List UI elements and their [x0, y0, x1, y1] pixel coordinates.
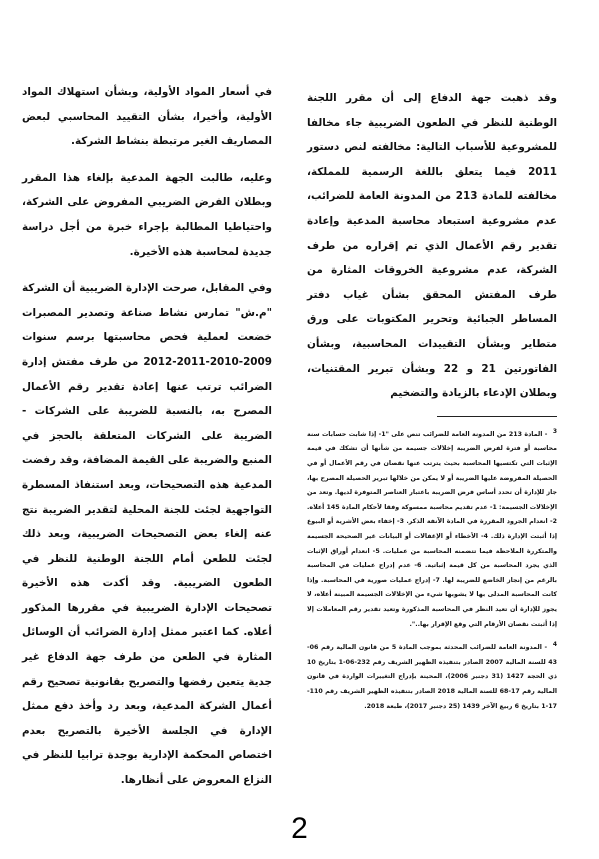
footnote-text: - المادة 213 من المدونة العامة للضرائب تنص على "1- إذا شابت حسابات سنة محاسبة أو فترة لفرض الضريبة إخلالات جسيمة من شأنها أن تشكك في قيمة الإثبات التي تكتسيها المحاسبة بحيث يترتب عنها نقصان في رقم الأعمال أو في الحصيلة المفروضة عليها الضريبة أو لا يمكن من خلالها تبرير الحصيلة المصرح بها، جاز للإدارة أن تحدد أساس فرض الضريبة باعتبار العناصر المتوفرة لديها. وتعد من الإخلالات الجسيمة: 1- عدم تقديم محاسبة ممسوكة وفقا لأحكام المادة 145 أعلاه. 2- انعدام الجرود المقررة في المادة الآنفة الذكر. 3- إخفاء بعض الأشرية أو البيوع إذا أثبتت الإدارة ذلك. 4- الأخطاء أو الإغفالات أو البيانات غير الصحيحة الجسيمة والمتكررة الملاحظة فيما تتضمنه المحاسبة من عمليات. 5- انعدام أوراق الإثبات الذي يجرد المحاسبة من كل قيمة إثباتية. 6- عدم إدراج عمليات في المحاسبة بالرغم من إنجاز الخاضع للضريبة لها. 7- إدراج عمليات صورية في المحاسبة. وإذا كانت المحاسبة المدلى بها لا يشوبها شيء من الإخلالات الجسيمة المبينة أعلاه، لا يجوز للإدارة أن تعيد النظر في المحاسبة المذكورة وتعيد تقدير رقم المعاملات إلا إذا أثبتت نقصان الأرقام التي وقع الإقرار بها..".	[306, 430, 558, 628]
body-paragraph: وعليه، طالبت الجهة المدعية بإلغاء هذا المقرر وبطلان الفرض الضريبي المفروض على الشركة، واحتياطيا المطالبة بإجراء خبرة من أجل دراسة جديدة لمحاسبة هذه الأخيرة.	[22, 171, 272, 258]
footnote-4	[307, 638, 557, 714]
body-paragraph: في أسعار المواد الأولية، وبشأن استهلاك المواد الأولية، وأخيرا، بشأن التقييد المحاسبي لبعض المصاريف الغير مرتبطة بنشاط الشركة.	[22, 86, 272, 148]
body-paragraph: وقد ذهبت جهة الدفاع إلى أن مقرر اللجنة الوطنية للنظر في الطعون الضريبية جاء مخالفا للمشروعية للأسباب التالية: مخالفته لنص دستور 2011 فيما يتعلق باللغة الرسمية للمملكة، مخالفته للمادة 213 من المدونة العامة للضرائب، عدم مشروعية استبعاد محاسبة المدعية وإعادة تقدير رقم الأعمال الذي تم إقراره من طرف الشركة، عدم مشروعية الخروقات المثارة من طرف المفتش المحقق بشأن غياب دفتر المساطر الجبائية وتحرير المكتوبات على ورق متطاير وبشأن التقييدات المحاسبية، وبشأن الفاتورتين 21 و 22 وبشأن تبرير المقتنيات، وبطلان الإدعاء بالزيادة والتضخيم	[307, 92, 558, 400]
body-paragraph: وفي المقابل، صرحت الإدارة الضريبية أن الشركة "م.ش" تمارس نشاط صناعة وتصدير المصبرات خضعت لعملية فحص محاسبتها برسم سنوات 2009-2010-2011-2012 من طرف مفتش إدارة الضرائب ترتب عنها إعادة تقدير رقم الأعمال المصرح به، بالنسبة للضريبة على الشركات - الضريبة على الشركات المتعلقة بالحجز في المنبع والضريبة على القيمة المضافة، وقد رفضت المدعية هذه التصحيحات، وبعد استنفاذ المسطرة التواجهية لجئت للجنة المحلية لتقدير الضريبة نتج عنه إلغاء بعض التصحيحات الضريبية، وبعد ذلك لجئت للطعن أمام اللجنة الوطنية للنظر في الطعون الضريبية. وقد أكدت هذه الأخيرة تصحيحات الإدارة الضريبية في مقررها المذكور أعلاه. كما اعتبر ممثل إدارة الضرائب أن الوسائل المثارة في الطعن من طرف جهة الدفاع غير جدية يتعين رفضها والتصريح بقانونية تصحيح رقم أعمال الشركة المدعية، وبعد رد وأخذ دفع ممثل الإدارة في الجلسة الأخيرة بالتصريح بعدم اختصاص المحكمة الإدارية بوجدة ترابيا للنظر في النزاع المعروض على أنظارها.	[22, 282, 272, 787]
footnote-3	[307, 425, 557, 632]
footnote-text: - المدونة العامة للضرائب المحدثة بموجب المادة 5 من قانون المالية رقم 06-43 للسنة المالية 2007 الصادر بتنفيذه الظهير الشريف رقم 232-06-1 بتاريخ 10 ذي الحجة 1427 (31 دجنبر 2006)، المحينة بإدراج التغييرات الواردة في قانون المالية رقم 17-68 للسنة المالية 2018 الصادر بتنفيذه الظهير الشريف رقم 110-17-1 بتاريخ 6 ربيع الآخر 1439 (25 دجنبر 2017)، طبعة 2018.	[307, 644, 558, 710]
footnote-separator	[437, 416, 557, 417]
footnote-number: 3	[552, 427, 557, 435]
footnote-number: 4	[552, 641, 557, 649]
page-number: 2	[291, 812, 308, 845]
left-column	[22, 80, 272, 793]
right-column	[307, 86, 557, 720]
